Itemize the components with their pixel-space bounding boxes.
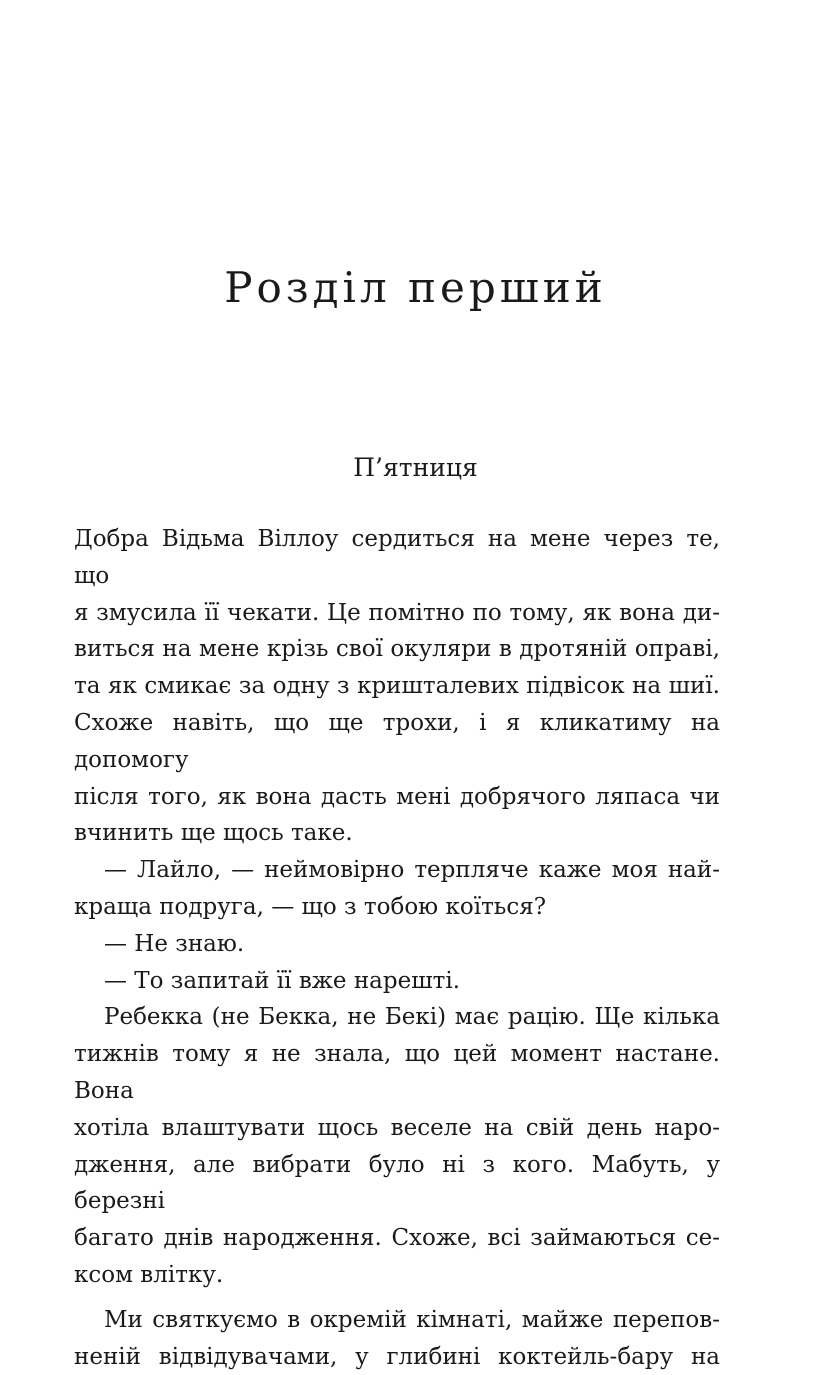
text-line: тижнів тому я не знала, що цей момент настане. Вона [74,1041,720,1104]
body-text [74,521,720,1375]
text-line: Ребекка (не Бекка, не Бекі) має рацію. Ще кілька [104,1004,720,1031]
text-line: — Не знаю. [104,930,245,957]
text-line: дження, але вибрати було ні з кого. Мабуть, у березні [74,1151,720,1215]
text-line: вчинить ще щось таке. [74,820,353,847]
chapter-title: Розділ перший [224,263,607,312]
text-line: краща подруга, — що з тобою коїться? [74,893,547,920]
text-line: та як смикає за одну з кришталевих підвісок на шиї. [74,673,720,700]
text-line: після того, як вона дасть мені добрячого ляпаса чи [74,783,720,810]
chapter-subheading: П’ятниця [353,453,478,482]
text-line: хотіла влаштувати щось веселе на свій день наро- [74,1114,720,1141]
text-line: — То запитай її вже нарешті. [104,967,461,994]
text-line: Ми святкуємо в окремій кімнаті, майже перепов- [104,1306,720,1333]
text-line: Схоже навіть, що ще трохи, і я кликатиму на допомогу [74,709,720,773]
text-line: — Лайло, — неймовірно терпляче каже моя най- [104,857,720,884]
text-line: багато днів народження. Схоже, всі займаються се- [74,1225,720,1252]
text-line: Добра Відьма Віллоу сердиться на мене через те, що [74,526,720,589]
text-line: ксом влітку. [74,1261,224,1288]
text-line: виться на мене крізь свої окуляри в дротяній оправі, [74,636,720,663]
text-line: я змусила її чекати. Це помітно по тому, як вона ди- [74,599,720,626]
text-line: неній відвідувачами, у глибині коктейль-бару на [74,1343,720,1370]
